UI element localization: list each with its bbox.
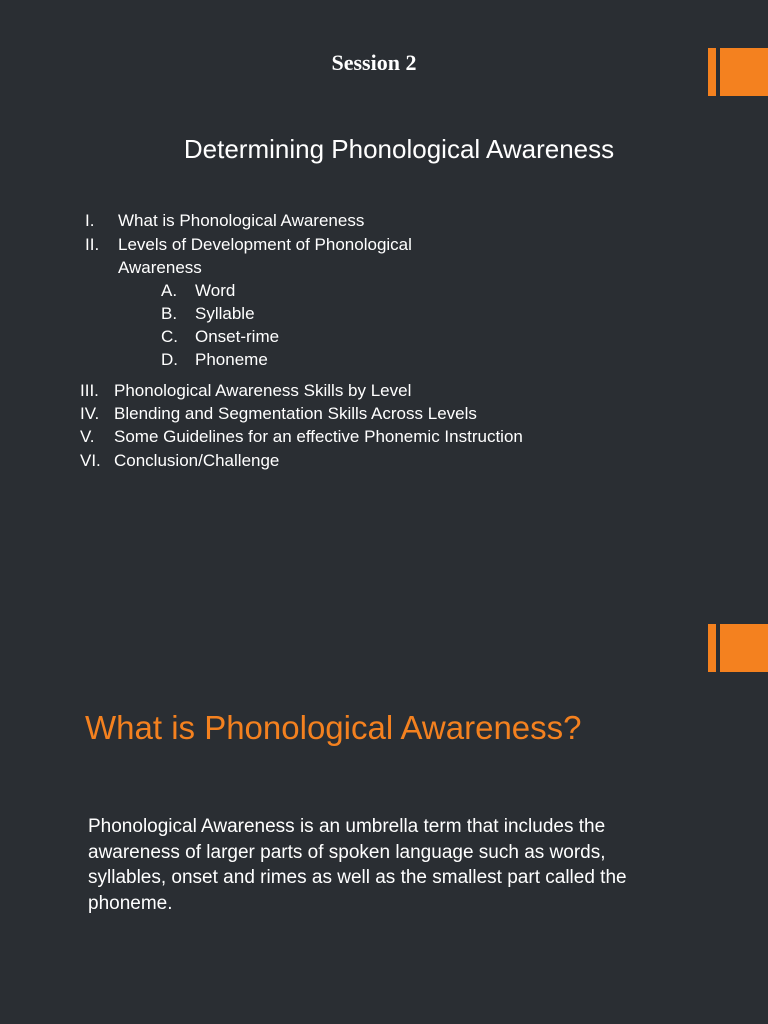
outline-item-number: IV.	[80, 404, 100, 423]
outline-subitem-text: Syllable	[195, 304, 255, 323]
outline-item-text: Levels of Development of Phonological	[118, 235, 412, 254]
outline-item-text: Awareness	[118, 258, 202, 277]
outline-subitem-letter: A.	[161, 281, 178, 300]
outline-subitem-text: Onset-rime	[195, 327, 280, 346]
outline-item-number: I.	[85, 211, 95, 230]
section-heading: What is Phonological Awareness?	[85, 709, 582, 746]
session-title: Session 2	[331, 50, 417, 75]
outline-item-number: II.	[85, 235, 100, 254]
outline-subitem-text: Phoneme	[195, 350, 268, 369]
accent-bars	[708, 624, 768, 672]
accent-thin-bar	[708, 624, 716, 672]
slide-2	[0, 576, 768, 1024]
outline-item-number: V.	[80, 427, 95, 446]
slide-title: Determining Phonological Awareness	[183, 134, 615, 164]
outline-subitem-letter: D.	[161, 350, 178, 369]
outline-item-text: Phonological Awareness Skills by Level	[114, 381, 412, 400]
outline-item-text: Blending and Segmentation Skills Across Levels	[114, 404, 477, 423]
accent-thick-bar	[720, 624, 768, 672]
outline-item-text: Some Guidelines for an effective Phonemic Instruction	[114, 427, 523, 446]
outline-item-number: III.	[80, 381, 99, 400]
definition-paragraph: Phonological Awareness is an umbrella term that includes the awareness of larger parts of spoken language such as words, syllables, onset and rimes as well as the smallest part called the phoneme.	[88, 816, 627, 914]
outline-subitem-letter: C.	[161, 327, 178, 346]
outline-subitem-letter: B.	[161, 304, 178, 323]
outline-item-text: What is Phonological Awareness	[118, 211, 365, 230]
outline-subitem-text: Word	[195, 281, 236, 300]
outline-item-text: Conclusion/Challenge	[114, 451, 280, 470]
outline-item-number: VI.	[80, 451, 101, 470]
